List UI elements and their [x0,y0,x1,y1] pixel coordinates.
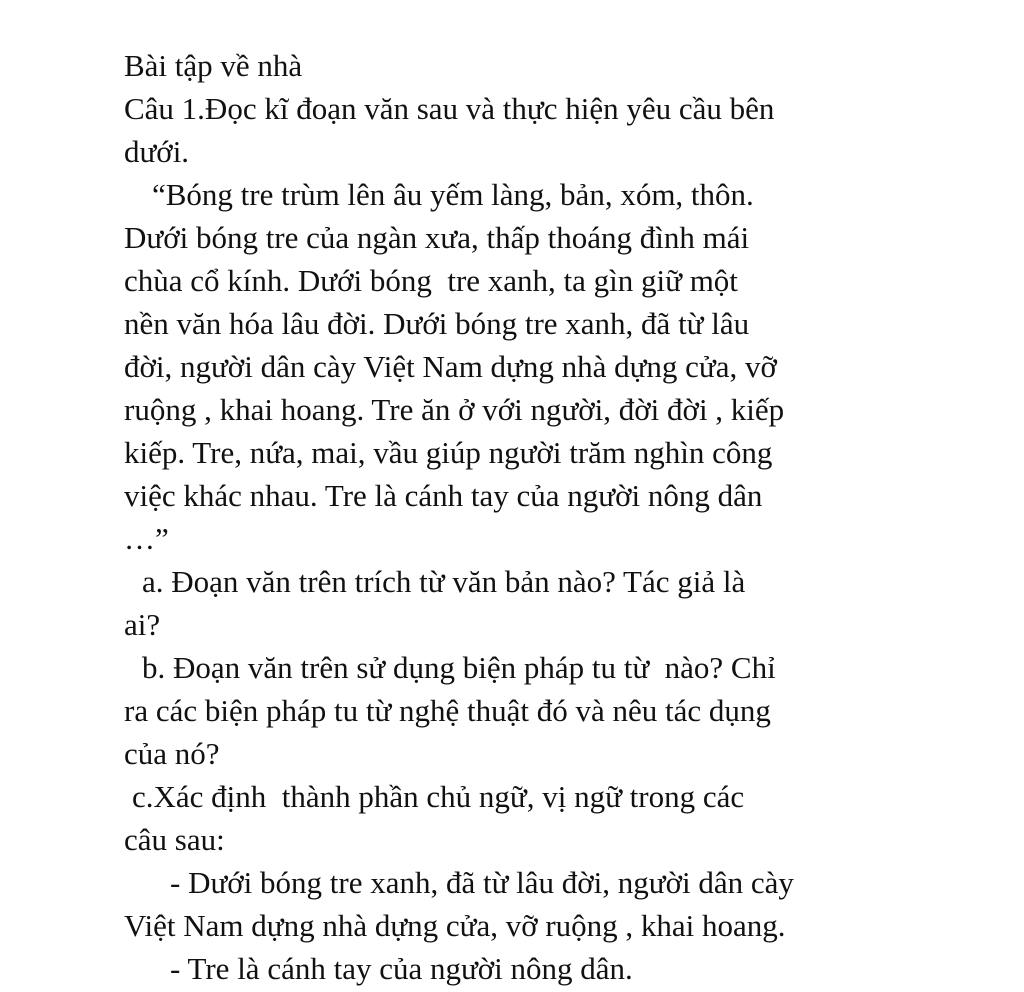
document-title: Bài tập về nhà [124,48,303,83]
passage-line: “Bóng tre trùm lên âu yếm làng, bản, xóm, thôn. [152,177,754,212]
question-b-line: ra các biện pháp tu từ nghệ thuật đó và nêu tác dụng [124,693,771,728]
passage-line: nền văn hóa lâu đời. Dưới bóng tre xanh, đã từ lâu [124,306,750,341]
passage-line: …” [124,521,169,556]
sentence-line: - Tre là cánh tay của người nông dân. [170,951,633,986]
question-b-line: b. Đoạn văn trên sử dụng biện pháp tu từ nào? Chỉ [142,650,776,685]
passage-line: việc khác nhau. Tre là cánh tay của người nông dân [124,478,763,513]
question-b-line: của nó? [124,736,220,771]
question-a-line: ai? [124,607,161,642]
passage-line: chùa cổ kính. Dưới bóng tre xanh, ta gìn giữ một [124,263,738,298]
question-header-line: dưới. [124,134,190,169]
question-header-line: Câu 1.Đọc kĩ đoạn văn sau và thực hiện yêu cầu bên [124,91,775,126]
question-a-line: a. Đoạn văn trên trích từ văn bản nào? Tác giả là [142,564,746,599]
question-c-line: c.Xác định thành phần chủ ngữ, vị ngữ trong các [132,779,745,814]
passage-line: ruộng , khai hoang. Tre ăn ở với người, đời đời , kiếp [124,392,785,427]
passage-line: Dưới bóng tre của ngàn xưa, thấp thoáng đình mái [124,220,750,255]
sentence-line: - Dưới bóng tre xanh, đã từ lâu đời, người dân cày [170,865,794,900]
passage-line: kiếp. Tre, nứa, mai, vầu giúp người trăm nghìn công [124,435,773,470]
passage-line: đời, người dân cày Việt Nam dựng nhà dựng cửa, vỡ [124,349,777,384]
question-c-line: câu sau: [124,822,225,857]
sentence-line: Việt Nam dựng nhà dựng cửa, vỡ ruộng , khai hoang. [124,908,786,943]
